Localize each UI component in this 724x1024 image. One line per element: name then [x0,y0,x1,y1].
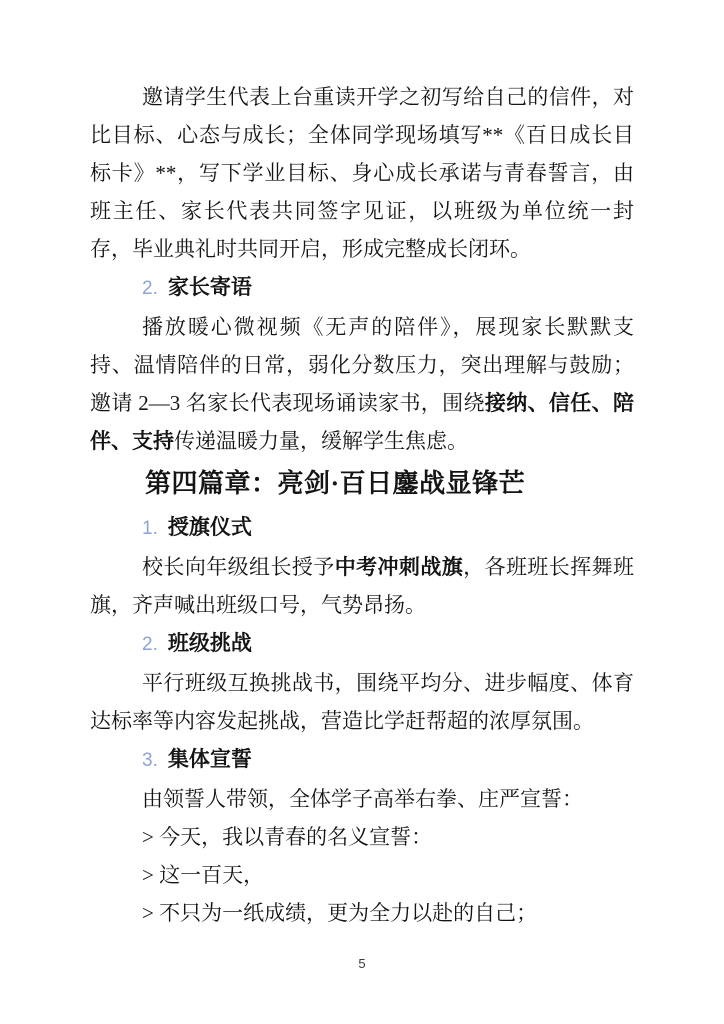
paragraph-flag-ceremony [90,548,634,624]
list-heading-collective-oath [90,740,634,780]
list-number: 1. [142,518,158,539]
list-heading-label: 集体宣誓 [167,747,252,771]
oath-quote-line: > 这一百天， [142,863,265,887]
list-heading-class-challenge [90,624,634,664]
page-number: 5 [358,956,366,971]
text-run: ，各班班长挥舞班旗，齐声喊出班级口号，气势昂扬。 [90,555,635,617]
list-heading-label: 家长寄语 [167,275,252,299]
list-number: 2. [142,278,158,299]
paragraph-parents-message [90,308,634,460]
text-run: 校长向年级组长授予 [142,555,335,579]
text-run-bold: 接纳、信任、陪伴、支持 [90,391,634,453]
oath-quote-line: > 今天，我以青春的名义宣誓： [142,825,433,849]
paragraph-class-challenge: 平行班级互换挑战书，围绕平均分、进步幅度、体育达标率等内容发起挑战，营造比学赶帮超的浓厚氛围。 [90,671,634,733]
oath-quote-line: > 不只为一纸成绩，更为全力以赴的自己； [142,901,538,925]
list-heading-label: 授旗仪式 [167,515,252,539]
paragraph-letter-ceremony: 邀请学生代表上台重读开学之初写给自己的信件，对比目标、心态与成长；全体同学现场填写**《百日成长目标卡》**，写下学业目标、身心成长承诺与青春誓言，由班主任、家长代表共同签字见证，以班级为单位统一封存，毕业典礼时共同开启，形成完整成长闭环。 [90,85,634,261]
list-heading-label: 班级挑战 [167,631,252,655]
list-number: 3. [142,750,158,771]
list-heading-flag-ceremony [90,508,634,548]
text-run-bold: 中考冲刺战旗 [334,555,464,579]
list-heading-parents-message [90,268,634,308]
list-number: 2. [142,634,158,655]
paragraph-oath-intro: 由领誓人带领，全体学子高举右拳、庄严宣誓： [142,787,583,811]
text-run: 传递温暖力量，缓解学生焦虑。 [174,429,468,453]
chapter-heading: 第四篇章：亮剑·百日鏖战显锋芒 [145,469,526,498]
text-run: 播放暖心微视频《无声的陪伴》，展现家长默默支持、温情陪伴的日常，弱化分数压力，突出理解与鼓励；邀请 2—3 名家长代表现场诵读家书，围绕 [90,315,634,415]
